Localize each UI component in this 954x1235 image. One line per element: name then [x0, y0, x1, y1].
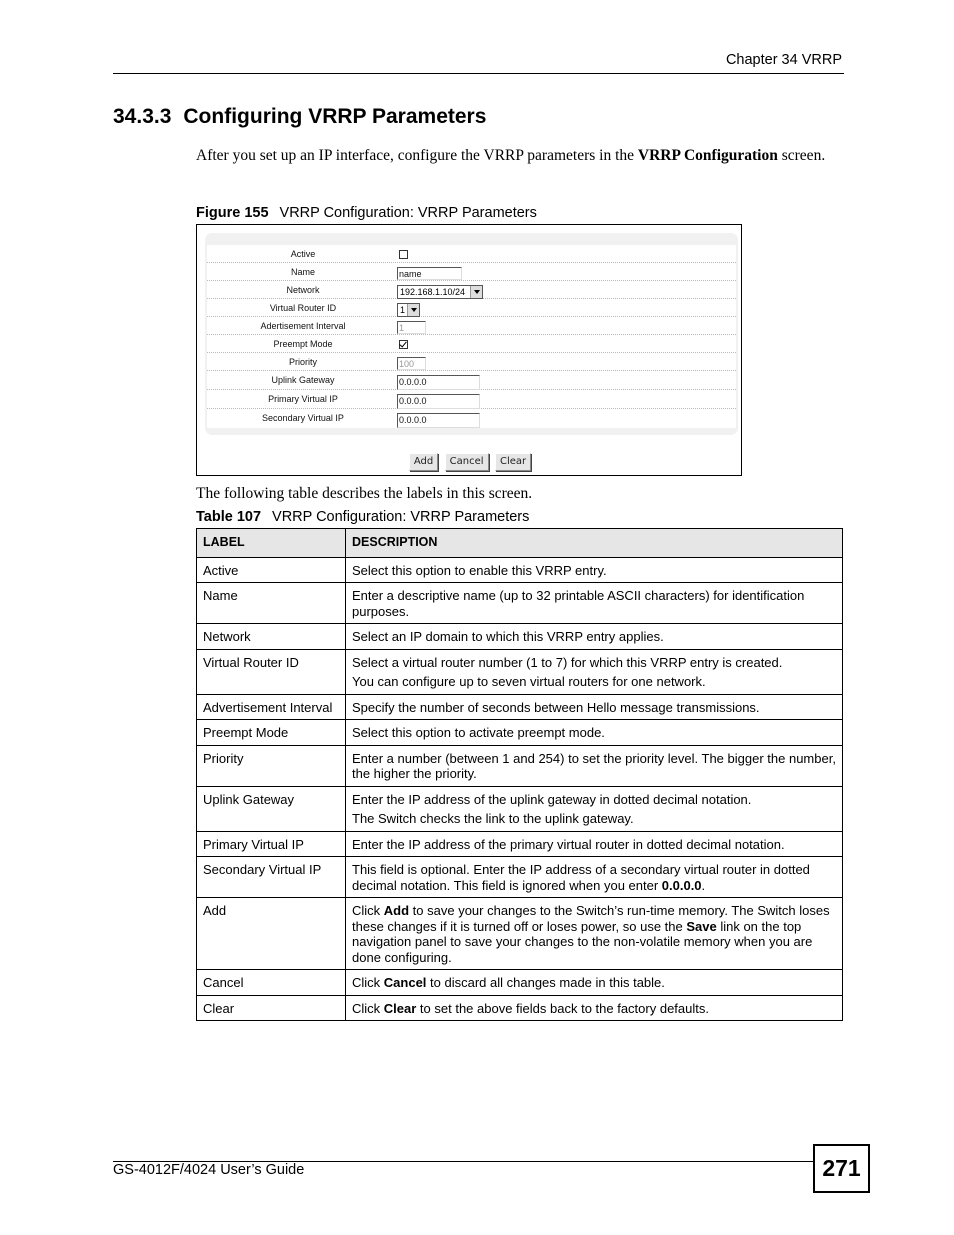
active-checkbox[interactable]: [399, 250, 408, 259]
intro-text: After you set up an IP interface, configure the VRRP parameters in the: [196, 147, 638, 164]
chevron-down-icon: [470, 286, 482, 298]
desc-bold: Add: [383, 903, 410, 918]
table-row: [197, 694, 843, 720]
row-description: Select this option to enable this VRRP entry.: [346, 557, 843, 583]
row-label: Secondary Virtual IP: [197, 857, 346, 898]
col-label-header: LABEL: [197, 529, 346, 558]
row-label: Active: [197, 557, 346, 583]
name-input[interactable]: name: [397, 267, 462, 280]
table-row: [197, 857, 843, 898]
clear-button[interactable]: Clear: [495, 453, 531, 471]
row-label: Preempt Mode: [197, 720, 346, 746]
desc-line: The Switch checks the link to the uplink gateway.: [352, 811, 634, 826]
figure-caption: [196, 205, 537, 221]
desc-line: Enter the IP address of the uplink gateway in dotted decimal notation.: [352, 791, 752, 807]
network-select-value: 192.168.1.10/24: [400, 287, 466, 297]
table-row: [197, 624, 843, 650]
row-label: Clear: [197, 995, 346, 1021]
row-label: Cancel: [197, 970, 346, 996]
secondary-vip-input[interactable]: 0.0.0.0: [397, 413, 480, 428]
table-intro-text: The following table describes the labels in this screen.: [196, 485, 533, 502]
row-description: Click Clear to set the above fields back to the factory defaults.: [346, 995, 843, 1021]
figure-title: VRRP Configuration: VRRP Parameters: [279, 205, 537, 221]
row-description: [346, 786, 843, 831]
vrid-select-value: 1: [400, 305, 406, 315]
form-row-primary: [207, 390, 736, 409]
row-label: Advertisement Interval: [197, 694, 346, 720]
vrid-label: Virtual Router ID: [269, 303, 337, 313]
desc-line: You can configure up to seven virtual routers for one network.: [352, 674, 706, 689]
form-row-network: [207, 281, 736, 299]
table-row: [197, 720, 843, 746]
row-label: Network: [197, 624, 346, 650]
row-label: Uplink Gateway: [197, 786, 346, 831]
add-button[interactable]: Add: [409, 453, 438, 471]
name-label: Name: [290, 267, 315, 277]
table-caption: [196, 509, 529, 525]
cancel-button[interactable]: Cancel: [445, 453, 489, 471]
form-row-preempt: [207, 335, 736, 353]
table-row: [197, 583, 843, 624]
priority-input[interactable]: 100: [397, 357, 426, 370]
preempt-checkbox[interactable]: [399, 340, 408, 349]
table-row: [197, 995, 843, 1021]
network-label: Network: [286, 285, 320, 295]
form-row-active: [207, 245, 736, 263]
uplink-label: Uplink Gateway: [271, 375, 335, 385]
row-description: Click Add to save your changes to the Switch’s run-time memory. The Switch loses these changes if it is turned off or loses power, so use the Save link on the top navigation panel to save your changes to the non-volatile memory when you are done configuring.: [346, 898, 843, 970]
row-label: Primary Virtual IP: [197, 831, 346, 857]
chevron-down-icon: [407, 304, 419, 316]
desc-line: Select a virtual router number (1 to 7) for which this VRRP entry is created.: [352, 654, 783, 670]
row-description: Select an IP domain to which this VRRP entry applies.: [346, 624, 843, 650]
intro-bold: VRRP Configuration: [637, 147, 778, 164]
form-row-uplink: [207, 371, 736, 390]
page-number: 271: [813, 1144, 870, 1193]
primary-vip-input[interactable]: 0.0.0.0: [397, 394, 480, 409]
form-row-priority: [207, 353, 736, 371]
row-description: Click Cancel to discard all changes made in this table.: [346, 970, 843, 996]
preempt-label: Preempt Mode: [273, 339, 333, 349]
section-number: 34.3.3: [113, 105, 172, 128]
form-body: [207, 245, 736, 428]
row-description: This field is optional. Enter the IP address of a secondary virtual router in dotted decimal notation. This field is ignored when you enter 0.0.0.0.: [346, 857, 843, 898]
table-row: [197, 970, 843, 996]
table-row: [197, 745, 843, 786]
row-label: Add: [197, 898, 346, 970]
vrid-select[interactable]: [397, 303, 420, 317]
table-row: [197, 557, 843, 583]
network-select[interactable]: [397, 285, 483, 299]
desc-bold: Save: [686, 918, 717, 934]
table-title: VRRP Configuration: VRRP Parameters: [272, 509, 530, 525]
chapter-header: Chapter 34 VRRP: [725, 52, 842, 68]
row-description: Select this option to activate preempt mode.: [346, 720, 843, 746]
form-row-adv: [207, 317, 736, 335]
primary-vip-label: Primary Virtual IP: [268, 394, 338, 404]
table-row: [197, 898, 843, 970]
row-label: Virtual Router ID: [197, 649, 346, 694]
desc-bold: Cancel: [383, 975, 427, 990]
active-label: Active: [290, 249, 316, 259]
table-label: Table 107: [196, 509, 262, 525]
header-divider: [113, 73, 844, 74]
section-title: Configuring VRRP Parameters: [183, 105, 487, 128]
adv-interval-input[interactable]: 1: [397, 321, 426, 334]
priority-label: Priority: [288, 357, 317, 367]
row-description: Enter a descriptive name (up to 32 printable ASCII characters) for identification purposes.: [346, 583, 843, 624]
intro-text-end: screen.: [777, 147, 826, 164]
guide-title: GS-4012F/4024 User’s Guide: [113, 1162, 305, 1178]
table-row: [197, 786, 843, 831]
uplink-input[interactable]: 0.0.0.0: [397, 375, 480, 390]
figure-label: Figure 155: [196, 205, 269, 221]
adv-interval-label: Adertisement Interval: [260, 321, 346, 331]
table-header-row: [197, 529, 843, 558]
description-table: [196, 528, 843, 1021]
intro-paragraph: [196, 146, 846, 166]
table-row: [197, 649, 843, 694]
vrrp-config-figure: [196, 224, 742, 476]
table-row: [197, 831, 843, 857]
row-description: Enter the IP address of the primary virtual router in dotted decimal notation.: [346, 831, 843, 857]
row-description: [346, 649, 843, 694]
row-description: Specify the number of seconds between Hello message transmissions.: [346, 694, 843, 720]
form-row-secondary: [207, 409, 736, 428]
form-panel: [205, 233, 738, 435]
row-description: Enter a number (between 1 and 254) to set the priority level. The bigger the number, the higher the priority.: [346, 745, 843, 786]
section-heading: [113, 105, 486, 129]
form-row-name: [207, 263, 736, 281]
desc-bold: 0.0.0.0: [661, 877, 702, 893]
col-description-header: DESCRIPTION: [346, 529, 843, 558]
form-button-bar: [197, 451, 743, 471]
form-row-vrid: [207, 299, 736, 317]
row-label: Name: [197, 583, 346, 624]
desc-bold: Clear: [383, 1000, 417, 1016]
secondary-vip-label: Secondary Virtual IP: [262, 413, 344, 423]
row-label: Priority: [197, 745, 346, 786]
